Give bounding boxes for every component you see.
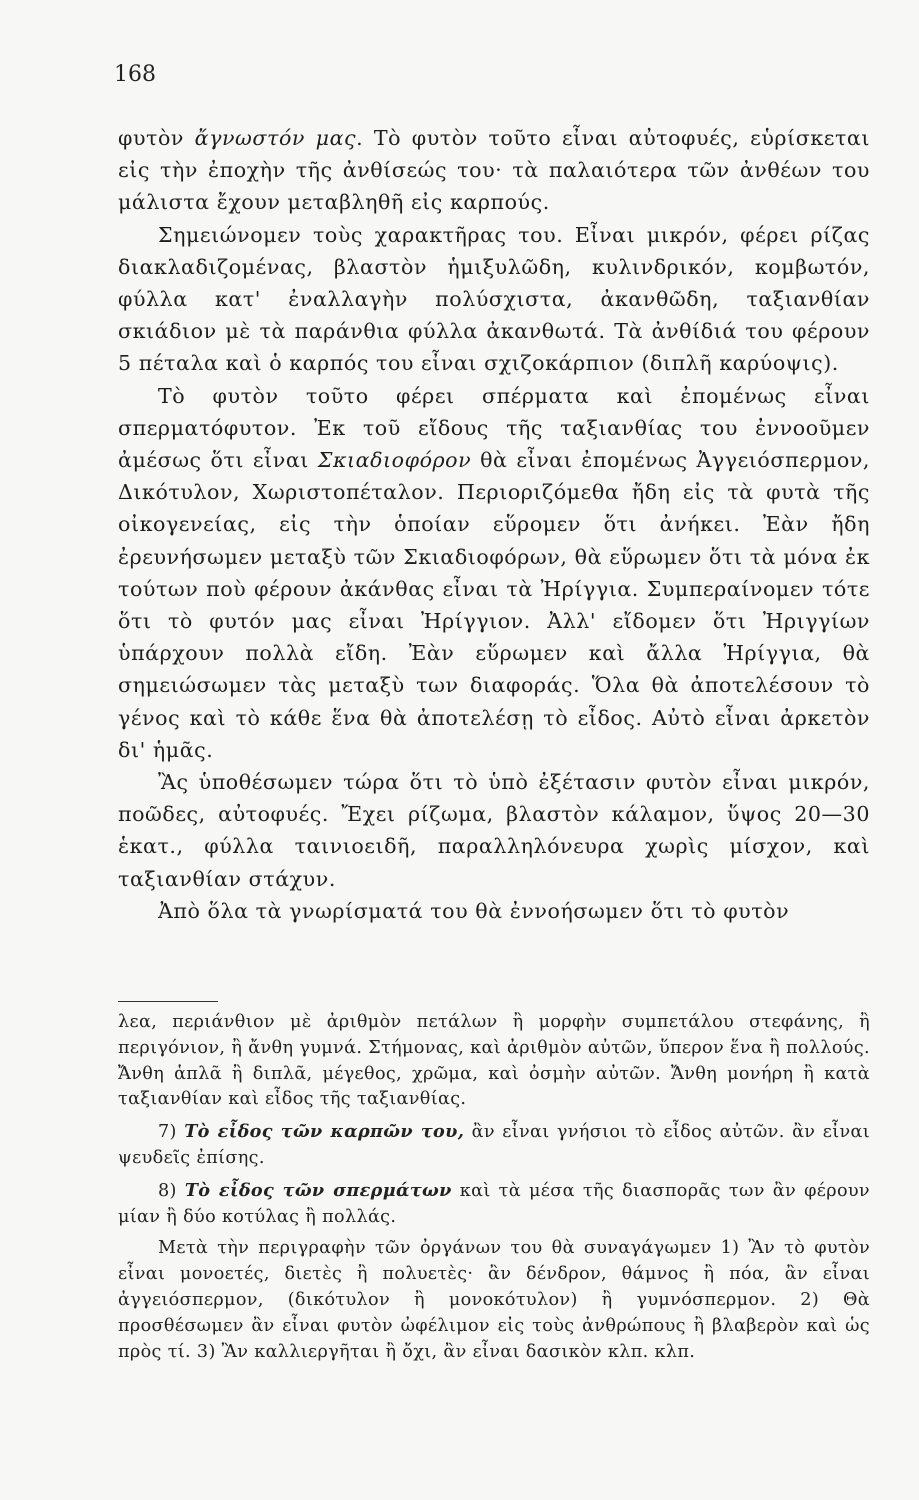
- paragraph-4: Ἂς ὑποθέσωμεν τώρα ὅτι τὸ ὑπὸ ἐξέτασιν φυτὸν εἶναι μικρόν, ποῶδες, αὐτοφυές. Ἔχει ρίζωμα, βλαστὸν κάλαμον, ὕψος 20—30 ἑκατ., φύλλα ταινιοειδῆ, παραλληλόνευρα χωρὶς μίσχον, καὶ ταξιανθίαν στάχυν.: [118, 770, 870, 891]
- footnote-paragraph-conclusion: [118, 1236, 870, 1365]
- text-run: Μετὰ τὴν περιγραφὴν τῶν ὀργάνων του θὰ συναγάγωμεν 1) Ἂν τὸ φυτὸν εἶναι μονοετές, διετὲς ἢ πολυετὲς· ἂν δένδρον, θάμνος ἢ πόα, ἂν εἶναι ἀγγειόσπερμον, (δικότυλον ἢ μονοκότυλον) ἢ γυμνόσπερμον. 2) Θὰ προσθέσωμεν ἂν εἶναι φυτὸν ὠφέλιμον εἰς τοὺς ἀνθρώπους ἢ βλαβερὸν καὶ ὡς πρὸς τί. 3) Ἂν καλλιεργῆται ἢ ὄχι, ἂν εἶναι δασικὸν κλπ. κλπ.: [118, 1238, 870, 1362]
- footnotes: [118, 1010, 870, 1365]
- text-run: 8): [158, 1180, 185, 1201]
- italic-term: ἄγνωστόν μας: [194, 126, 357, 150]
- text-run: 7): [158, 1122, 185, 1143]
- text-run: ἂν εἶναι γνήσιοι τὸ εἶδος αὐτῶν. ἂν εἶναι ψευδεῖς ἐπίσης.: [118, 1122, 870, 1168]
- text-run: θὰ εἶναι ἐπομένως Ἀγγειόσπερμον, Δικότυλον, Χωριστοπέταλον. Περιοριζόμεθα ἤδη εἰς τὰ φυτὰ τῆς οἰκογενείας, εἰς τὴν ὁποίαν εὕρομεν ὅτι ἀνήκει. Ἐὰν ἤδη ἐρευνήσωμεν μεταξὺ τῶν Σκιαδιοφόρων, θὰ εὕρωμεν ὅτι τὰ μόνα ἐκ τούτων ποὺ φέρουν ἀκάνθας εἶναι τὰ Ἠρίγγια. Συμπεραίνομεν τότε ὅτι τὸ φυτόν μας εἶναι Ἠρίγγιον. Ἀλλ' εἴδομεν ὅτι Ἠριγγίων ὑπάρχουν πολλὰ εἴδη. Ἐὰν εὕρωμεν καὶ ἄλλα Ἠρίγγια, θὰ σημειώσωμεν τὰς μεταξὺ των διαφοράς. Ὅλα θὰ ἀποτελέσουν τὸ γένος καὶ τὸ κάθε ἕνα θὰ ἀποτελέσῃ τὸ εἶδος. Αὐτὸ εἶναι ἀρκετὸν δι' ἡμᾶς.: [118, 448, 870, 762]
- paragraph-5: Ἀπὸ ὅλα τὰ γνωρίσματά του θὰ ἐννοήσωμεν ὅτι τὸ φυτὸν: [158, 898, 790, 923]
- paragraph-2: Σημειώνομεν τοὺς χαρακτῆρας του. Εἶναι μικρόν, φέρει ρίζας διακλαδιζομένας, βλαστὸν ἡμιξυλῶδη, κυλινδρικόν, κομβωτόν, φύλλα κατ' ἐναλλαγὴν πολύσχιστα, ἀκανθῶδη, ταξιανθίαν σκιάδιον μὲ τὰ παράνθια φύλλα ἀκανθωτά. Τὰ ἀνθίδιά του φέρουν 5 πέταλα καὶ ὁ καρπός του εἶναι σχιζοκάρπιον (διπλῆ καρύοψις).: [118, 222, 870, 376]
- footnote-item-8: [118, 1178, 870, 1231]
- text-run: καὶ τὰ μέσα τῆς διασπορᾶς των ἂν φέρουν μίαν ἢ δύο κοτύλας ἢ πολλάς.: [118, 1180, 870, 1227]
- text-run: λεα, περιάνθιον μὲ ἀριθμὸν πετάλων ἢ μορφὴν συμπετάλου στεφάνης, ἢ περιγόνιον, ἢ ἄνθη γυμνά. Στήμονας, καὶ ἀριθμὸν αὐτῶν, ὕπερον ἕνα ἢ πολλούς. Ἄνθη ἁπλᾶ ἢ διπλᾶ, μέγεθος, χρῶμα, καὶ ὀσμὴν αὐτῶν. Ἄνθη μονήρη ἢ κατὰ ταξιανθίαν καὶ εἶδος τῆς ταξιανθίας.: [118, 1012, 870, 1110]
- page-number: 168: [114, 62, 156, 87]
- text-run: φυτὸν: [118, 126, 195, 150]
- italic-term: Σκιαδιοφόρον: [317, 448, 472, 473]
- bold-heading: Τὸ εἶδος τῶν σπερμάτων: [184, 1179, 452, 1201]
- footnote-item-7: [118, 1119, 870, 1172]
- paragraph-1: [118, 122, 870, 219]
- main-text: [118, 122, 870, 927]
- text-run: Τὸ φυτὸν τοῦτο φέρει σπέρματα καὶ ἐπομένως εἶναι σπερματόφυτον. Ἐκ τοῦ εἴδους τῆς ταξιανθίας του ἐννοοῦμεν ἀμέσως ὅτι εἶναι: [118, 383, 870, 473]
- paragraph-3: [118, 380, 870, 766]
- footnote-paragraph-1: [118, 1010, 870, 1113]
- text-run: . Τὸ φυτὸν τοῦτο εἶναι αὐτοφυές, εὑρίσκεται εἰς τὴν ἐποχὴν τῆς ἀνθίσεώς του· τὰ παλαιότερα τῶν ἀνθέων του μάλιστα ἔχουν μεταβληθῆ εἰς καρπούς.: [118, 126, 870, 215]
- footnote-rule: [118, 1001, 218, 1002]
- bold-heading: Τὸ εἶδος τῶν καρπῶν του,: [184, 1121, 465, 1143]
